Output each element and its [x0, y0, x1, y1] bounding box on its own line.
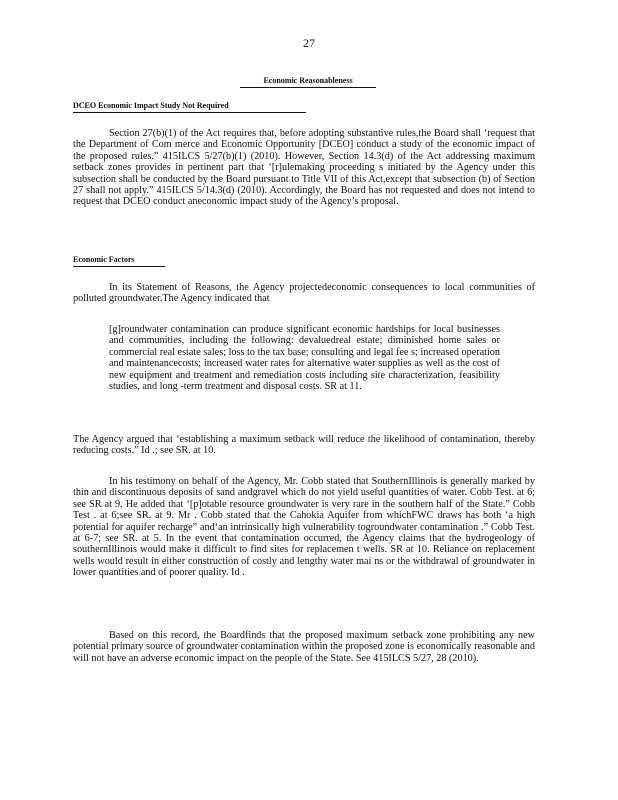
paragraph-board-finding: Based on this record, the Boardfinds that the proposed maximum setback zone prohibiting any new potential primary source of groundwater contamination within the proposed zone is economically reasonable and will not have an adverse economic impact on the people of the State. See 415ILCS 5/27, 28 (2010).: [73, 630, 535, 664]
paragraph-cobb-testimony: In his testimony on behalf of the Agency, Mr. Cobb stated that SouthernIllinois is generally marked by thin and discontinuous deposits of sand andgravel which do not yield useful quantities of water. Cobb Test. at 6; see SR at 9. He added that ‘[p]otable resource groundwater is very rare in the southern half of the State.” Cobb Test . at 6;see SR. at 9. Mr . Cobb stated that the Cahokia Aquifer from whichFWC draws has both ‘a high potential for aquifer recharge” and‘an intrinsically high vulnerability togroundwater contamination .” Cobb Test. at 6-7; see SR. at 5. In the event that contamination occurred, the Agency claims that the hydrogeology of southernIllinois would make it difficult to find sites for replacemen t wells. SR at 10. Reliance on replacement wells would result in either construction of costly and lengthy water mai ns or the withdrawal of groundwater in lower quantities and of poorer quality. Id .: [73, 476, 535, 579]
block-quote-groundwater: [g]roundwater contamination can produce significant economic hardships for local businesses and communities, including the following: devaluedreal estate; diminished home sales or commercial real estate sales; loss to the tax base; consulting and legal fee s; increased operation and maintenancecosts; increased water rates for alternative water supplies as well as the cost of new equipment and treatment and remediation costs including site characterization, feasibility studies, and long -term treatment and disposal costs. SR at 11.: [109, 324, 500, 393]
paragraph-dceo-study: Section 27(b)(1) of the Act requires that, before adopting substantive rules,the Board shall ‘request that the Department of Com merce and Economic Opportunity [DCEO] conduct a study of the economic impact of the proposed rules.” 415ILCS 5/27(b)(1) (2010). However, Section 14.3(d) of the Act addressing maximum setback zones provides in pertinent part that ‘[r]ulemaking proceeding s initiated by the Agency under this subsection shall be conducted by the Board pursuant to Title VII of this Act,except that subsection (b) of Section 27 shall not apply.” 415ILCS 5/14.3(d) (2010). Accordingly, the Board has not requested and does not intend to request that DCEO conduct aneconomic impact study of the Agency’s proposal.: [73, 128, 535, 208]
page-number: 27: [303, 36, 315, 50]
paragraph-agency-argument: The Agency argued that ‘establishing a maximum setback will reduce the likelihood of contamination, thereby reducing costs.” Id .; see SR. at 10.: [73, 434, 535, 457]
subheading-economic-factors: Economic Factors: [73, 255, 165, 267]
subheading-dceo-study: DCEO Economic Impact Study Not Required: [73, 101, 306, 113]
paragraph-statement-of-reasons: In its Statement of Reasons, the Agency projectedeconomic consequences to local communities of polluted groundwater.The Agency indicated that: [73, 282, 535, 305]
section-heading: Economic Reasonableness: [240, 76, 376, 88]
